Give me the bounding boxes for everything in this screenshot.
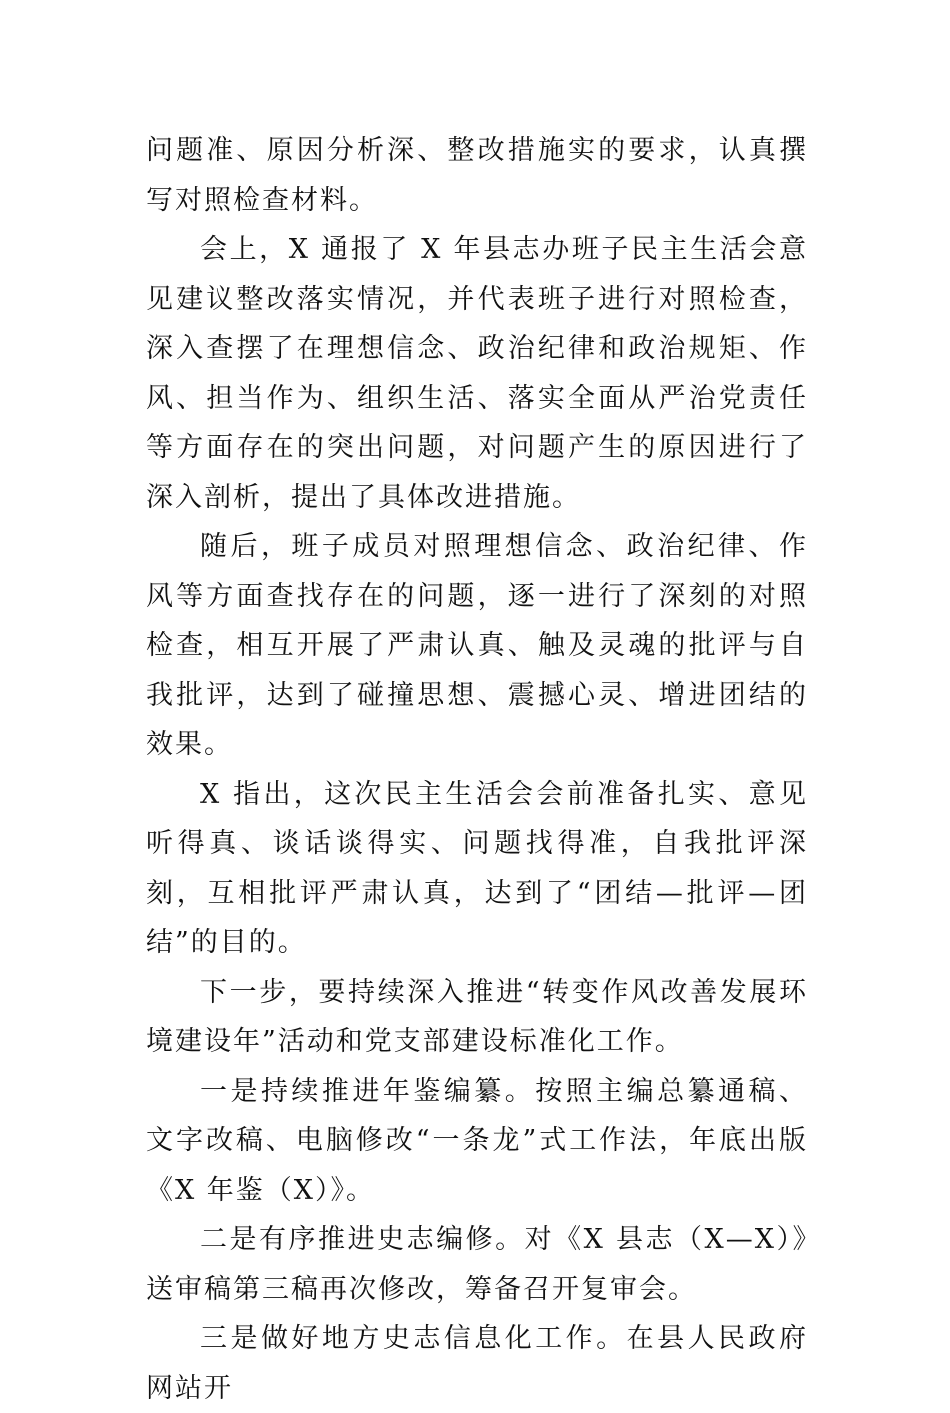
- paragraph-summary-remarks: X 指出，这次民主生活会会前准备扎实、意见听得真、谈话谈得实、问题找得准，自我批评深刻，互相批评严肃认真，达到了“团结—批评—团结”的目的。: [146, 778, 808, 958]
- paragraph-meeting-report: 会上，X 通报了 X 年县志办班子民主生活会意见建议整改落实情况，并代表班子进行对照检查，深入查摆了在理想信念、政治纪律和政治规矩、作风、担当作为、组织生活、落实全面从严治党责任等方面存在的突出问题，对问题产生的原因进行了深入剖析，提出了具体改进措施。: [146, 234, 808, 513]
- paragraph-next-steps: 下一步，要持续深入推进“转变作风改善发展环境建设年”活动和党支部建设标准化工作。: [146, 976, 808, 1057]
- paragraph-informatization: 三是做好地方史志信息化工作。在县人民政府网站开: [146, 1323, 808, 1404]
- paragraph-continuation: 问题准、原因分析深、整改措施实的要求，认真撰写对照检查材料。: [146, 135, 808, 216]
- document-body: [146, 126, 808, 1413]
- paragraph-yearbook: 一是持续推进年鉴编纂。按照主编总纂通稿、文字改稿、电脑修改“一条龙”式工作法，年底出版《X 年鉴（X）》。: [146, 1075, 808, 1206]
- paragraph-self-criticism: 随后，班子成员对照理想信念、政治纪律、作风等方面查找存在的问题，逐一进行了深刻的对照检查，相互开展了严肃认真、触及灵魂的批评与自我批评，达到了碰撞思想、震撼心灵、增进团结的效果。: [146, 531, 808, 760]
- paragraph-county-annals: 二是有序推进史志编修。对《X 县志（X—X）》送审稿第三稿再次修改，筹备召开复审会。: [146, 1224, 808, 1305]
